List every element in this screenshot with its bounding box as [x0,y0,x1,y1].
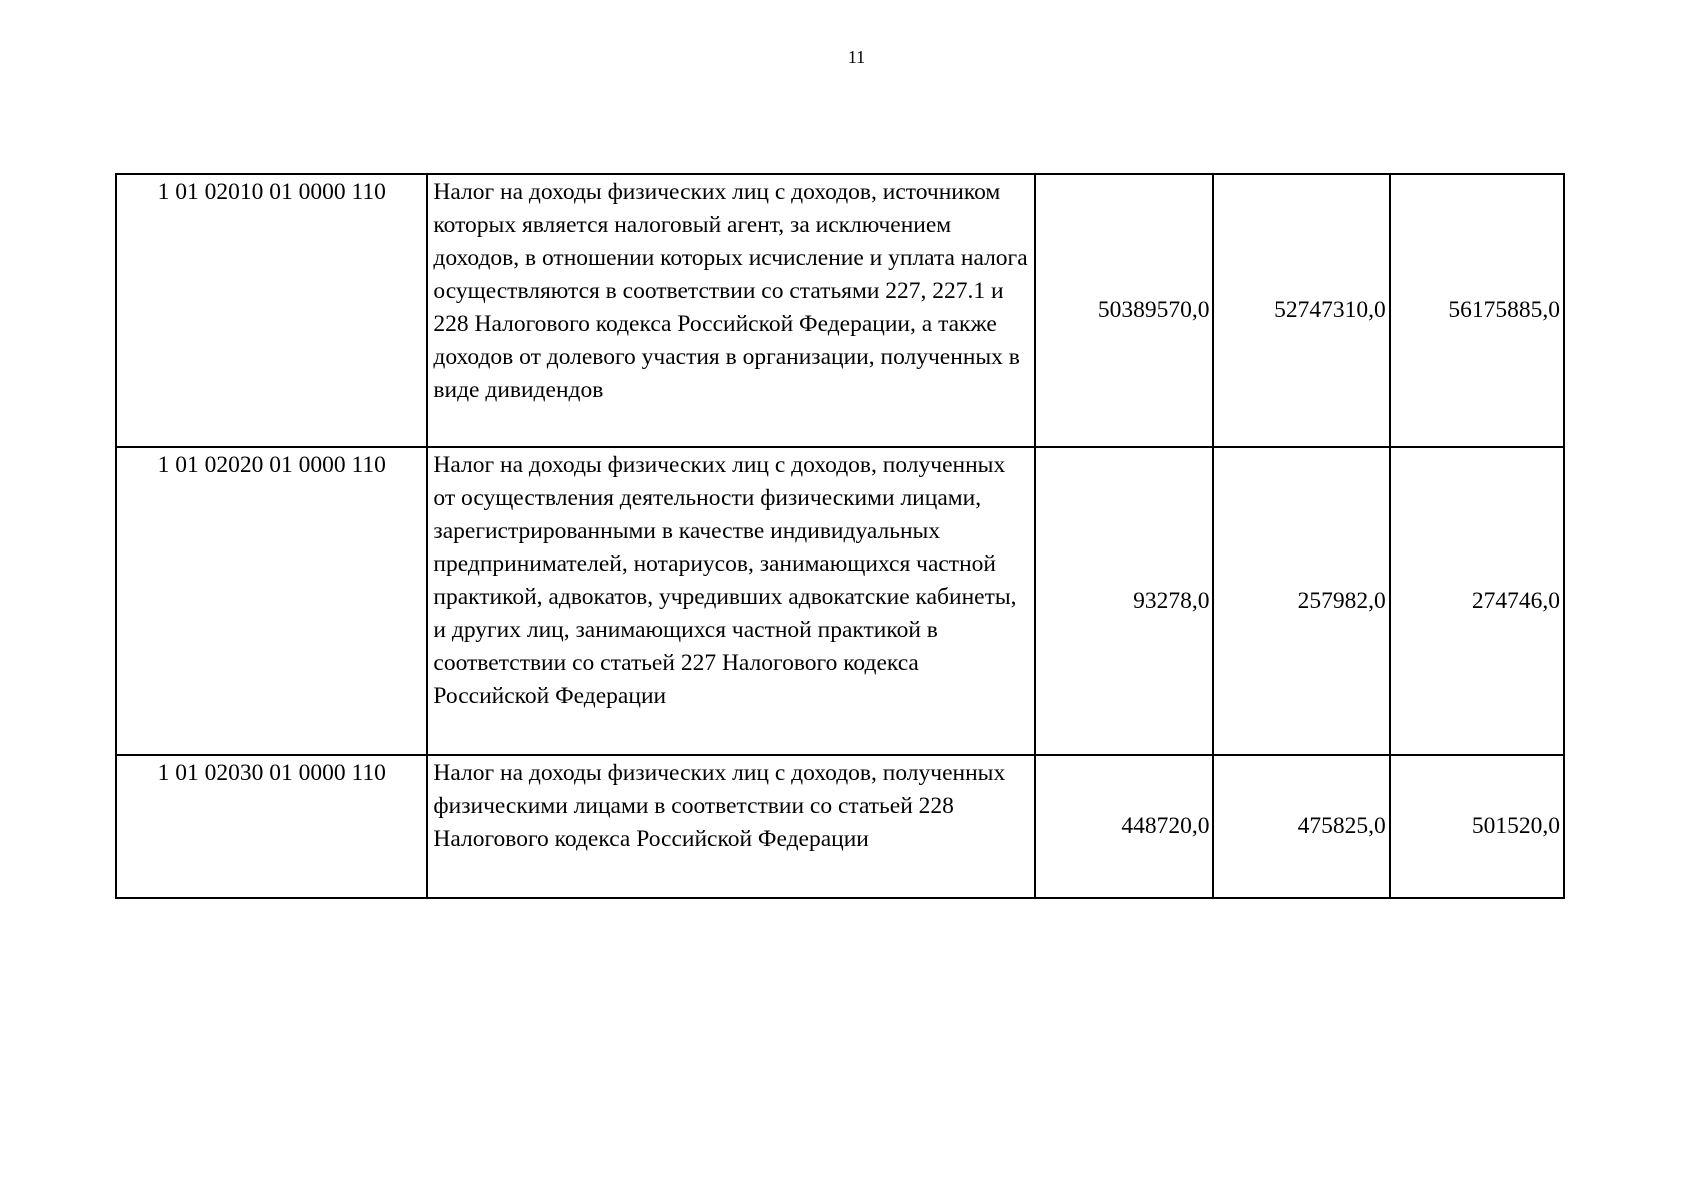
value-cell-2: 475825,0 [1213,755,1389,898]
value-cell-2: 52747310,0 [1213,174,1389,447]
table-row [116,174,1564,447]
budget-table [115,173,1565,899]
table-row [116,755,1564,898]
value-cell-1: 448720,0 [1035,755,1213,898]
value-cell-1: 50389570,0 [1035,174,1213,447]
value-cell-3: 501520,0 [1390,755,1564,898]
value-cell-3: 274746,0 [1390,447,1564,755]
budget-code-cell: 1 01 02010 01 0000 110 [116,174,427,447]
income-name-cell: Налог на доходы физических лиц с доходов, источником которых является налоговый агент, за исключением доходов, в отношении которых исчисление и уплата налога осуществляются в соответствии со статьями 227, 227.1 и 228 Налогового кодекса Российской Федерации, а также доходов от долевого участия в организации, полученных в виде дивидендов [427,174,1035,447]
table-row [116,447,1564,755]
income-name-cell: Налог на доходы физических лиц с доходов, полученных от осуществления деятельности физическими лицами, зарегистрированными в качестве индивидуальных предпринимателей, нотариусов, занимающихся частной практикой, адвокатов, учредивших адвокатские кабинеты, и других лиц, занимающихся частной практикой в соответствии со статьей 227 Налогового кодекса Российской Федерации [427,447,1035,755]
income-name-cell: Налог на доходы физических лиц с доходов, полученных физическими лицами в соответствии со статьей 228 Налогового кодекса Российской Федерации [427,755,1035,898]
value-cell-2: 257982,0 [1213,447,1389,755]
budget-code-cell: 1 01 02030 01 0000 110 [116,755,427,898]
value-cell-1: 93278,0 [1035,447,1213,755]
budget-code-cell: 1 01 02020 01 0000 110 [116,447,427,755]
value-cell-3: 56175885,0 [1390,174,1564,447]
page-number: 11 [847,47,866,67]
